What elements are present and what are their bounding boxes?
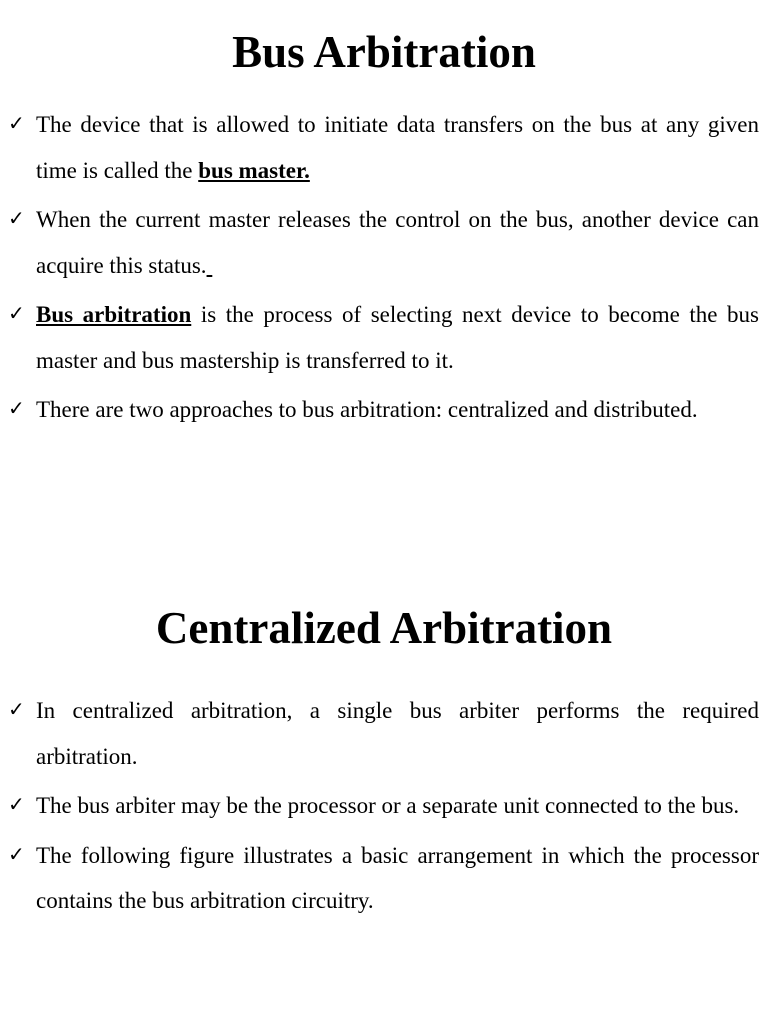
bullet-text: When the current master releases the control on the bus, another device can acquire this status.	[36, 207, 759, 278]
bullet-text: The bus arbiter may be the processor or a separate unit connected to the bus.	[36, 793, 740, 818]
check-mark-icon: ✓	[8, 699, 25, 721]
bullet-text: The following figure illustrates a basic arrangement in which the processor contains the bus arbitration circuitry.	[36, 842, 759, 913]
check-mark-icon: ✓	[8, 303, 25, 325]
bus-master-term: bus master.	[198, 157, 310, 183]
bullet-item	[0, 833, 768, 924]
trailing-underline	[207, 253, 213, 278]
bullet-item	[0, 688, 768, 779]
check-mark-icon: ✓	[8, 398, 25, 420]
bullet-text: is the process of selecting next device to become the bus master and bus mastership is transferred to it.	[36, 302, 759, 373]
bullet-item	[0, 197, 768, 288]
check-mark-icon: ✓	[8, 113, 25, 135]
bus-arbitration-term: Bus arbitration	[36, 302, 192, 327]
bullet-text: In centralized arbitration, a single bus arbiter performs the required arbitration.	[36, 698, 759, 769]
bullet-text: The device that is allowed to initiate data transfers on the bus at any given time is called the	[36, 112, 759, 183]
check-mark-icon: ✓	[8, 208, 25, 230]
bus-arbitration-section	[0, 24, 768, 437]
bullet-item	[0, 387, 768, 433]
bullet-item	[0, 292, 768, 383]
section-title: Bus Arbitration	[232, 27, 536, 77]
check-mark-icon: ✓	[8, 794, 25, 816]
bullet-list	[0, 102, 768, 433]
bullet-item	[0, 102, 768, 193]
bullet-item	[0, 783, 768, 829]
bullet-text: There are two approaches to bus arbitration: centralized and distributed.	[36, 397, 698, 422]
check-mark-icon: ✓	[8, 843, 25, 866]
centralized-arbitration-section	[0, 600, 768, 928]
section-title: Centralized Arbitration	[155, 603, 613, 653]
bullet-list	[0, 688, 768, 924]
